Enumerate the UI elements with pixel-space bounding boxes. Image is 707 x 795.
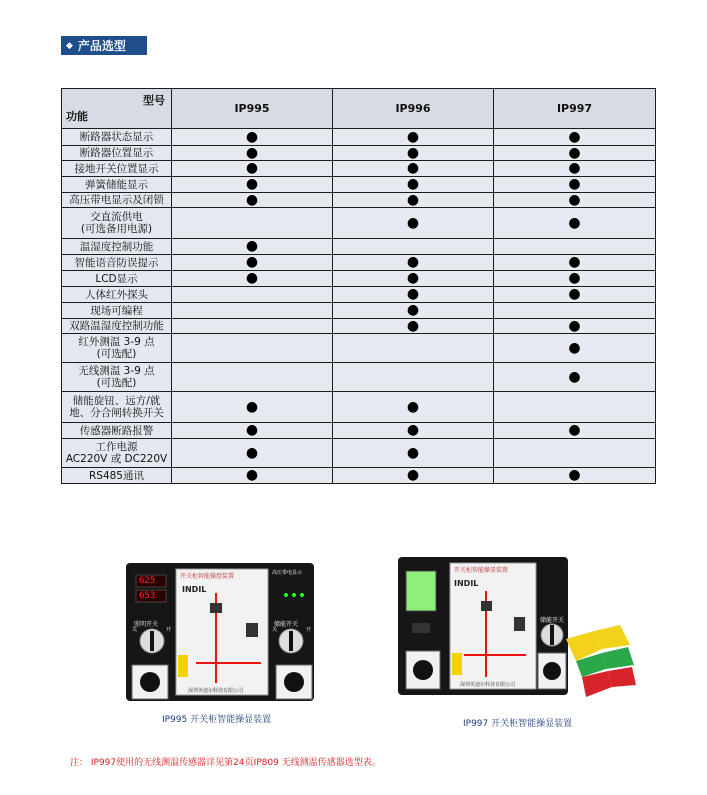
feature-label: AC220V 或 DC220V	[65, 453, 168, 465]
feature-label: 双路温湿度控制功能	[69, 320, 164, 332]
support-cell-ip997	[494, 193, 656, 208]
support-cell-ip996	[333, 255, 494, 271]
supported-dot-icon: ●	[568, 128, 581, 145]
support-cell-ip996	[333, 193, 494, 208]
supported-dot-icon: ●	[568, 339, 581, 356]
feature-label: RS485通讯	[88, 469, 144, 482]
support-cell-ip997	[494, 303, 656, 319]
feature-cell	[62, 271, 172, 287]
table-row	[62, 208, 656, 239]
feature-cell	[62, 287, 172, 303]
support-cell-ip995	[172, 423, 333, 439]
supported-dot-icon: ●	[568, 286, 581, 302]
supported-dot-icon: ●	[406, 144, 420, 161]
supported-dot-icon: ●	[406, 270, 420, 286]
table-row	[62, 303, 656, 319]
supported-dot-icon: ●	[568, 191, 581, 208]
support-cell-ip997	[494, 239, 656, 255]
feature-label: 智能语音防误提示	[74, 256, 159, 269]
model-header-ip996: IP996	[333, 89, 494, 129]
feature-cell	[62, 303, 172, 319]
supported-dot-icon: ●	[406, 214, 420, 231]
table-row	[62, 363, 656, 392]
ip997-device-image	[398, 557, 640, 709]
ip995-company: 深圳英迪尔科技有限公司	[188, 688, 244, 694]
support-cell-ip996	[333, 177, 494, 193]
support-cell-ip995	[172, 146, 333, 161]
supported-dot-icon: ●	[568, 422, 581, 438]
table-row	[62, 193, 656, 208]
table-row	[62, 392, 656, 423]
support-cell-ip996	[333, 303, 494, 319]
table-row	[62, 468, 656, 484]
supported-dot-icon: ●	[568, 254, 581, 270]
support-cell-ip997	[494, 423, 656, 439]
ip995-brand: INDIL	[182, 585, 207, 594]
support-cell-ip997	[494, 392, 656, 423]
feature-label: 工作电源	[95, 441, 138, 453]
feature-cell	[62, 239, 172, 255]
table-row	[62, 287, 656, 303]
feature-label: 高压带电显示及闭锁	[69, 194, 164, 206]
header-model-label: 型号	[143, 94, 165, 107]
table-row	[62, 146, 656, 161]
support-cell-ip997	[494, 468, 656, 484]
feature-cell	[62, 177, 172, 193]
supported-dot-icon: ●	[245, 467, 259, 483]
supported-dot-icon: ●	[568, 176, 581, 192]
feature-label: (可选配)	[96, 348, 137, 360]
product-selection-table	[61, 88, 656, 484]
feature-label: 温湿度控制功能	[79, 240, 154, 253]
supported-dot-icon: ●	[406, 444, 420, 461]
support-cell-ip996	[333, 334, 494, 363]
feature-label: 人体红外探头	[85, 288, 148, 301]
feature-cell	[62, 193, 172, 208]
feature-label: 断路器位置显示	[79, 147, 154, 159]
table-row	[62, 129, 656, 146]
feature-label: 接地开关位置显示	[74, 162, 159, 175]
support-cell-ip997	[494, 146, 656, 161]
feature-cell	[62, 423, 172, 439]
model-header-ip997: IP997	[494, 89, 656, 129]
supported-dot-icon: ●	[245, 160, 259, 176]
supported-dot-icon: ●	[406, 302, 420, 318]
supported-dot-icon: ●	[245, 238, 259, 254]
support-cell-ip997	[494, 271, 656, 287]
feature-label: 弹簧储能显示	[85, 178, 148, 191]
supported-dot-icon: ●	[406, 422, 420, 438]
table-row	[62, 319, 656, 334]
supported-dot-icon: ●	[245, 176, 259, 192]
support-cell-ip996	[333, 439, 494, 468]
feature-cell	[62, 334, 172, 363]
feature-label: LCD显示	[95, 272, 138, 285]
support-cell-ip995	[172, 193, 333, 208]
table-row	[62, 334, 656, 363]
support-cell-ip995	[172, 287, 333, 303]
feature-cell	[62, 363, 172, 392]
supported-dot-icon: ●	[406, 176, 420, 192]
header-corner-cell	[62, 89, 172, 129]
table-row	[62, 271, 656, 287]
ip997-caption: IP997 开关柜智能操显装置	[463, 719, 573, 729]
supported-dot-icon: ●	[568, 317, 581, 334]
support-cell-ip995	[172, 319, 333, 334]
support-cell-ip995	[172, 161, 333, 177]
supported-dot-icon: ●	[568, 214, 581, 231]
table-header-row	[62, 89, 656, 129]
ip995-left-knob-off: 关	[132, 627, 138, 633]
supported-dot-icon: ●	[245, 422, 259, 438]
ip995-device-image	[126, 563, 314, 701]
section-header	[61, 36, 147, 55]
support-cell-ip995	[172, 271, 333, 287]
ip995-right-knob-off: 关	[272, 627, 278, 633]
table-row	[62, 161, 656, 177]
ip997-brand: INDIL	[454, 579, 479, 588]
support-cell-ip995	[172, 363, 333, 392]
support-cell-ip996	[333, 271, 494, 287]
table-row	[62, 423, 656, 439]
support-cell-ip995	[172, 468, 333, 484]
feature-cell	[62, 468, 172, 484]
supported-dot-icon: ●	[568, 368, 581, 385]
ip997-company: 深圳英迪尔科技有限公司	[460, 682, 516, 688]
supported-dot-icon: ●	[568, 467, 581, 483]
supported-dot-icon: ●	[245, 444, 259, 461]
support-cell-ip997	[494, 177, 656, 193]
support-cell-ip995	[172, 334, 333, 363]
support-cell-ip996	[333, 146, 494, 161]
support-cell-ip997	[494, 287, 656, 303]
model-header-ip995: IP995	[172, 89, 333, 129]
support-cell-ip995	[172, 177, 333, 193]
supported-dot-icon: ●	[406, 254, 420, 270]
header-function-label: 功能	[66, 110, 88, 123]
table-row	[62, 239, 656, 255]
support-cell-ip997	[494, 208, 656, 239]
supported-dot-icon: ●	[406, 128, 420, 145]
feature-cell	[62, 439, 172, 468]
table-row	[62, 439, 656, 468]
support-cell-ip995	[172, 239, 333, 255]
ip995-panel-title: 开关柜智能操控装置	[180, 573, 235, 580]
feature-cell	[62, 255, 172, 271]
feature-label: 传感器断路报警	[79, 424, 154, 437]
supported-dot-icon: ●	[568, 160, 581, 176]
supported-dot-icon: ●	[245, 270, 259, 286]
footnote: 注： IP997使用的无线测温传感器详见第24页IP809 无线测温传感器选型表。	[70, 758, 381, 768]
feature-label: 储能旋钮、远方/就	[72, 395, 161, 407]
support-cell-ip997	[494, 319, 656, 334]
support-cell-ip996	[333, 392, 494, 423]
supported-dot-icon: ●	[245, 398, 259, 415]
supported-dot-icon: ●	[245, 191, 259, 208]
supported-dot-icon: ●	[245, 254, 259, 270]
feature-cell	[62, 161, 172, 177]
supported-dot-icon: ●	[406, 398, 420, 415]
support-cell-ip996	[333, 239, 494, 255]
supported-dot-icon: ●	[568, 270, 581, 286]
supported-dot-icon: ●	[568, 144, 581, 161]
ip995-left-knob-on: 开	[166, 627, 172, 633]
ip995-left-knob-label: 照明开关	[134, 621, 159, 628]
feature-label: 红外测温 3-9 点	[78, 336, 155, 348]
support-cell-ip997	[494, 439, 656, 468]
ip995-side-label: 高压带电显示	[272, 570, 303, 576]
supported-dot-icon: ●	[245, 128, 259, 145]
ip997-knob-label: 储能开关	[540, 617, 565, 624]
feature-cell	[62, 392, 172, 423]
feature-label: 无线测温 3-9 点	[78, 365, 155, 377]
support-cell-ip997	[494, 255, 656, 271]
feature-label: 地、分合闸转换开关	[69, 407, 164, 419]
support-cell-ip996	[333, 287, 494, 303]
ip995-right-knob-label: 储能开关	[274, 621, 299, 628]
ip995-right-knob-on: 开	[306, 627, 312, 633]
feature-label: 交直流供电	[90, 211, 143, 223]
feature-label: (可选配)	[96, 377, 137, 389]
feature-label: 现场可编程	[90, 304, 143, 317]
support-cell-ip997	[494, 129, 656, 146]
support-cell-ip997	[494, 334, 656, 363]
supported-dot-icon: ●	[406, 317, 420, 334]
ip995-display-top: 625	[139, 576, 156, 586]
feature-cell	[62, 146, 172, 161]
ip995-display-bottom: 653	[139, 591, 156, 601]
support-cell-ip996	[333, 319, 494, 334]
feature-cell	[62, 129, 172, 146]
support-cell-ip996	[333, 363, 494, 392]
diamond-bullet-icon: ◆	[66, 40, 73, 51]
ip997-panel-title: 开关柜智能操显装置	[454, 567, 509, 574]
support-cell-ip995	[172, 129, 333, 146]
section-title: 产品选型	[77, 39, 126, 53]
supported-dot-icon: ●	[406, 160, 420, 176]
support-cell-ip995	[172, 303, 333, 319]
support-cell-ip997	[494, 161, 656, 177]
ip995-caption: IP995 开关柜智能操显装置	[162, 715, 272, 725]
feature-label: (可选备用电源)	[80, 223, 153, 235]
table-row	[62, 177, 656, 193]
support-cell-ip995	[172, 255, 333, 271]
supported-dot-icon: ●	[406, 467, 420, 483]
supported-dot-icon: ●	[406, 286, 420, 302]
feature-cell	[62, 208, 172, 239]
supported-dot-icon: ●	[245, 144, 259, 161]
support-cell-ip996	[333, 161, 494, 177]
supported-dot-icon: ●	[406, 191, 420, 208]
support-cell-ip997	[494, 363, 656, 392]
support-cell-ip996	[333, 423, 494, 439]
feature-cell	[62, 319, 172, 334]
support-cell-ip995	[172, 439, 333, 468]
feature-label: 断路器状态显示	[79, 131, 154, 143]
support-cell-ip996	[333, 468, 494, 484]
support-cell-ip996	[333, 129, 494, 146]
table-row	[62, 255, 656, 271]
support-cell-ip995	[172, 208, 333, 239]
support-cell-ip995	[172, 392, 333, 423]
support-cell-ip996	[333, 208, 494, 239]
